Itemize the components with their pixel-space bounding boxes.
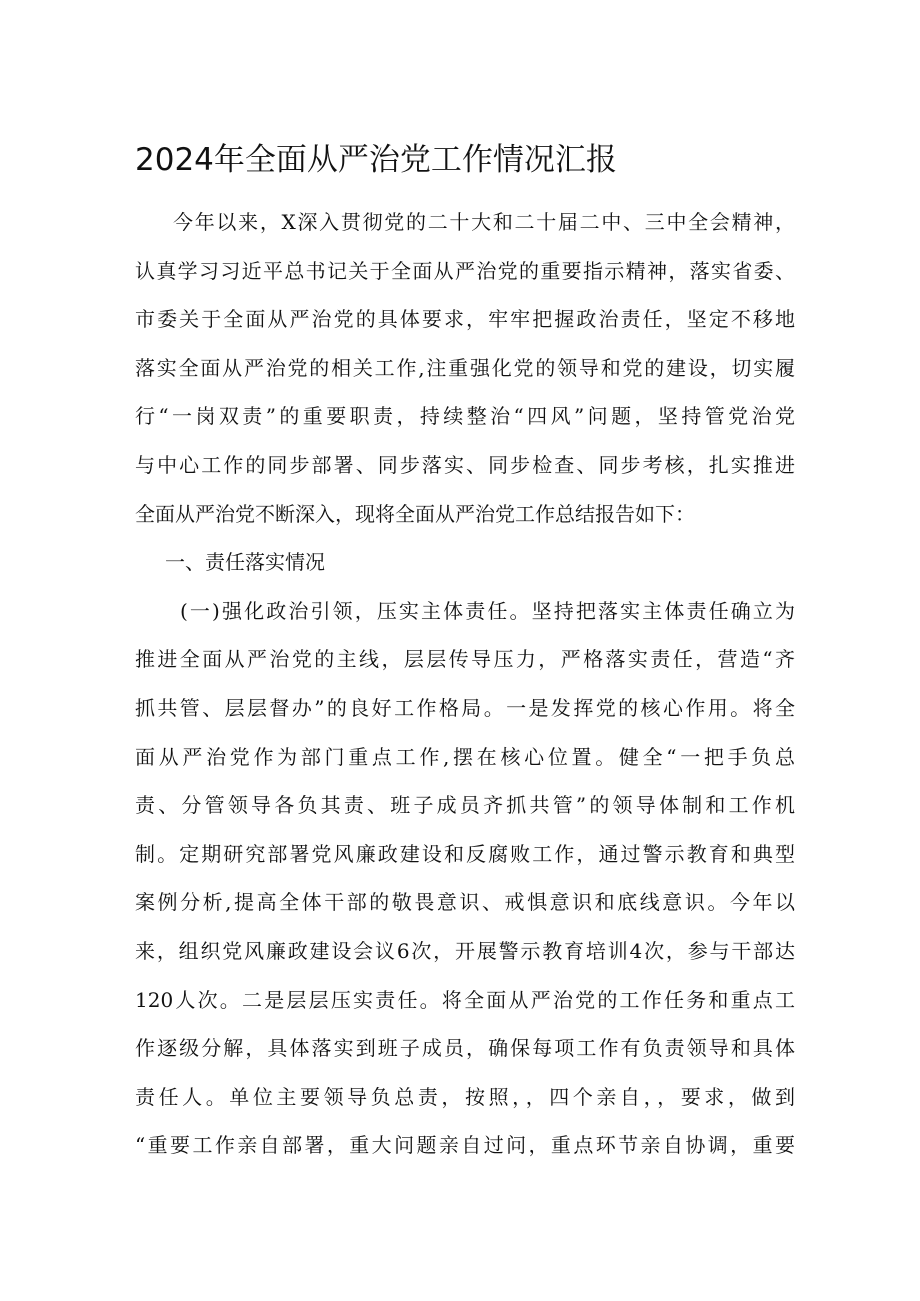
- paragraph-line: 责任人。单位主要领导负总责，按照，，四个亲自，，要求，做到: [135, 1084, 795, 1109]
- document-body: [135, 198, 795, 1170]
- paragraph-line: 责、分管领导各负其责、班子成员齐抓共管”的领导体制和工作机: [135, 793, 795, 818]
- paragraph-line: 今年以来，X深入贯彻党的二十大和二十届二中、三中全会精神，: [173, 210, 795, 234]
- paragraph-line: 制。定期研究部署党风廉政建设和反腐败工作，通过警示教育和典型: [135, 841, 795, 866]
- paragraph-line: 推进全面从严治党的主线，层层传导压力，严格落实责任，营造“齐: [135, 647, 795, 672]
- paragraph-line: 面从严治党作为部门重点工作,摆在核心位置。健全“一把手负总: [135, 744, 795, 769]
- paragraph-line: 来，组织党风廉政建设会议6次，开展警示教育培训4次，参与干部达: [135, 938, 795, 963]
- document-title: 2024年全面从严治党工作情况汇报: [135, 142, 617, 178]
- paragraph-line: 120人次。二是层层压实责任。将全面从严治党的工作任务和重点工: [135, 987, 795, 1012]
- paragraph-line: 认真学习习近平总书记关于全面从严治党的重要指示精神，落实省委、: [135, 258, 795, 283]
- paragraph-line: 落实全面从严治党的相关工作,注重强化党的领导和党的建设，切实履: [135, 355, 795, 380]
- paragraph-line: 案例分析,提高全体干部的敬畏意识、戒惧意识和底线意识。今年以: [135, 890, 795, 915]
- paragraph-line: 作逐级分解，具体落实到班子成员，确保每项工作有负责领导和具体: [135, 1036, 795, 1061]
- paragraph-line: 行“一岗双责”的重要职责，持续整治“四风”问题，坚持管党治党: [135, 404, 795, 429]
- section-heading: 一、责任落实情况: [165, 550, 325, 575]
- paragraph-line: 抓共管、层层督办”的良好工作格局。一是发挥党的核心作用。将全: [135, 695, 795, 720]
- paragraph-line: “重要工作亲自部署，重大问题亲自过问，重点环节亲自协调，重要: [135, 1133, 795, 1158]
- paragraph-line: 市委关于全面从严治党的具体要求，牢牢把握政治责任，坚定不移地: [135, 307, 795, 332]
- paragraph-line: 与中心工作的同步部署、同步落实、同步检查、同步考核，扎实推进: [135, 452, 795, 477]
- paragraph-line: 全面从严治党不断深入，现将全面从严治党工作总结报告如下：: [135, 501, 695, 526]
- paragraph-line: (一)强化政治引领，压实主体责任。坚持把落实主体责任确立为: [180, 598, 795, 623]
